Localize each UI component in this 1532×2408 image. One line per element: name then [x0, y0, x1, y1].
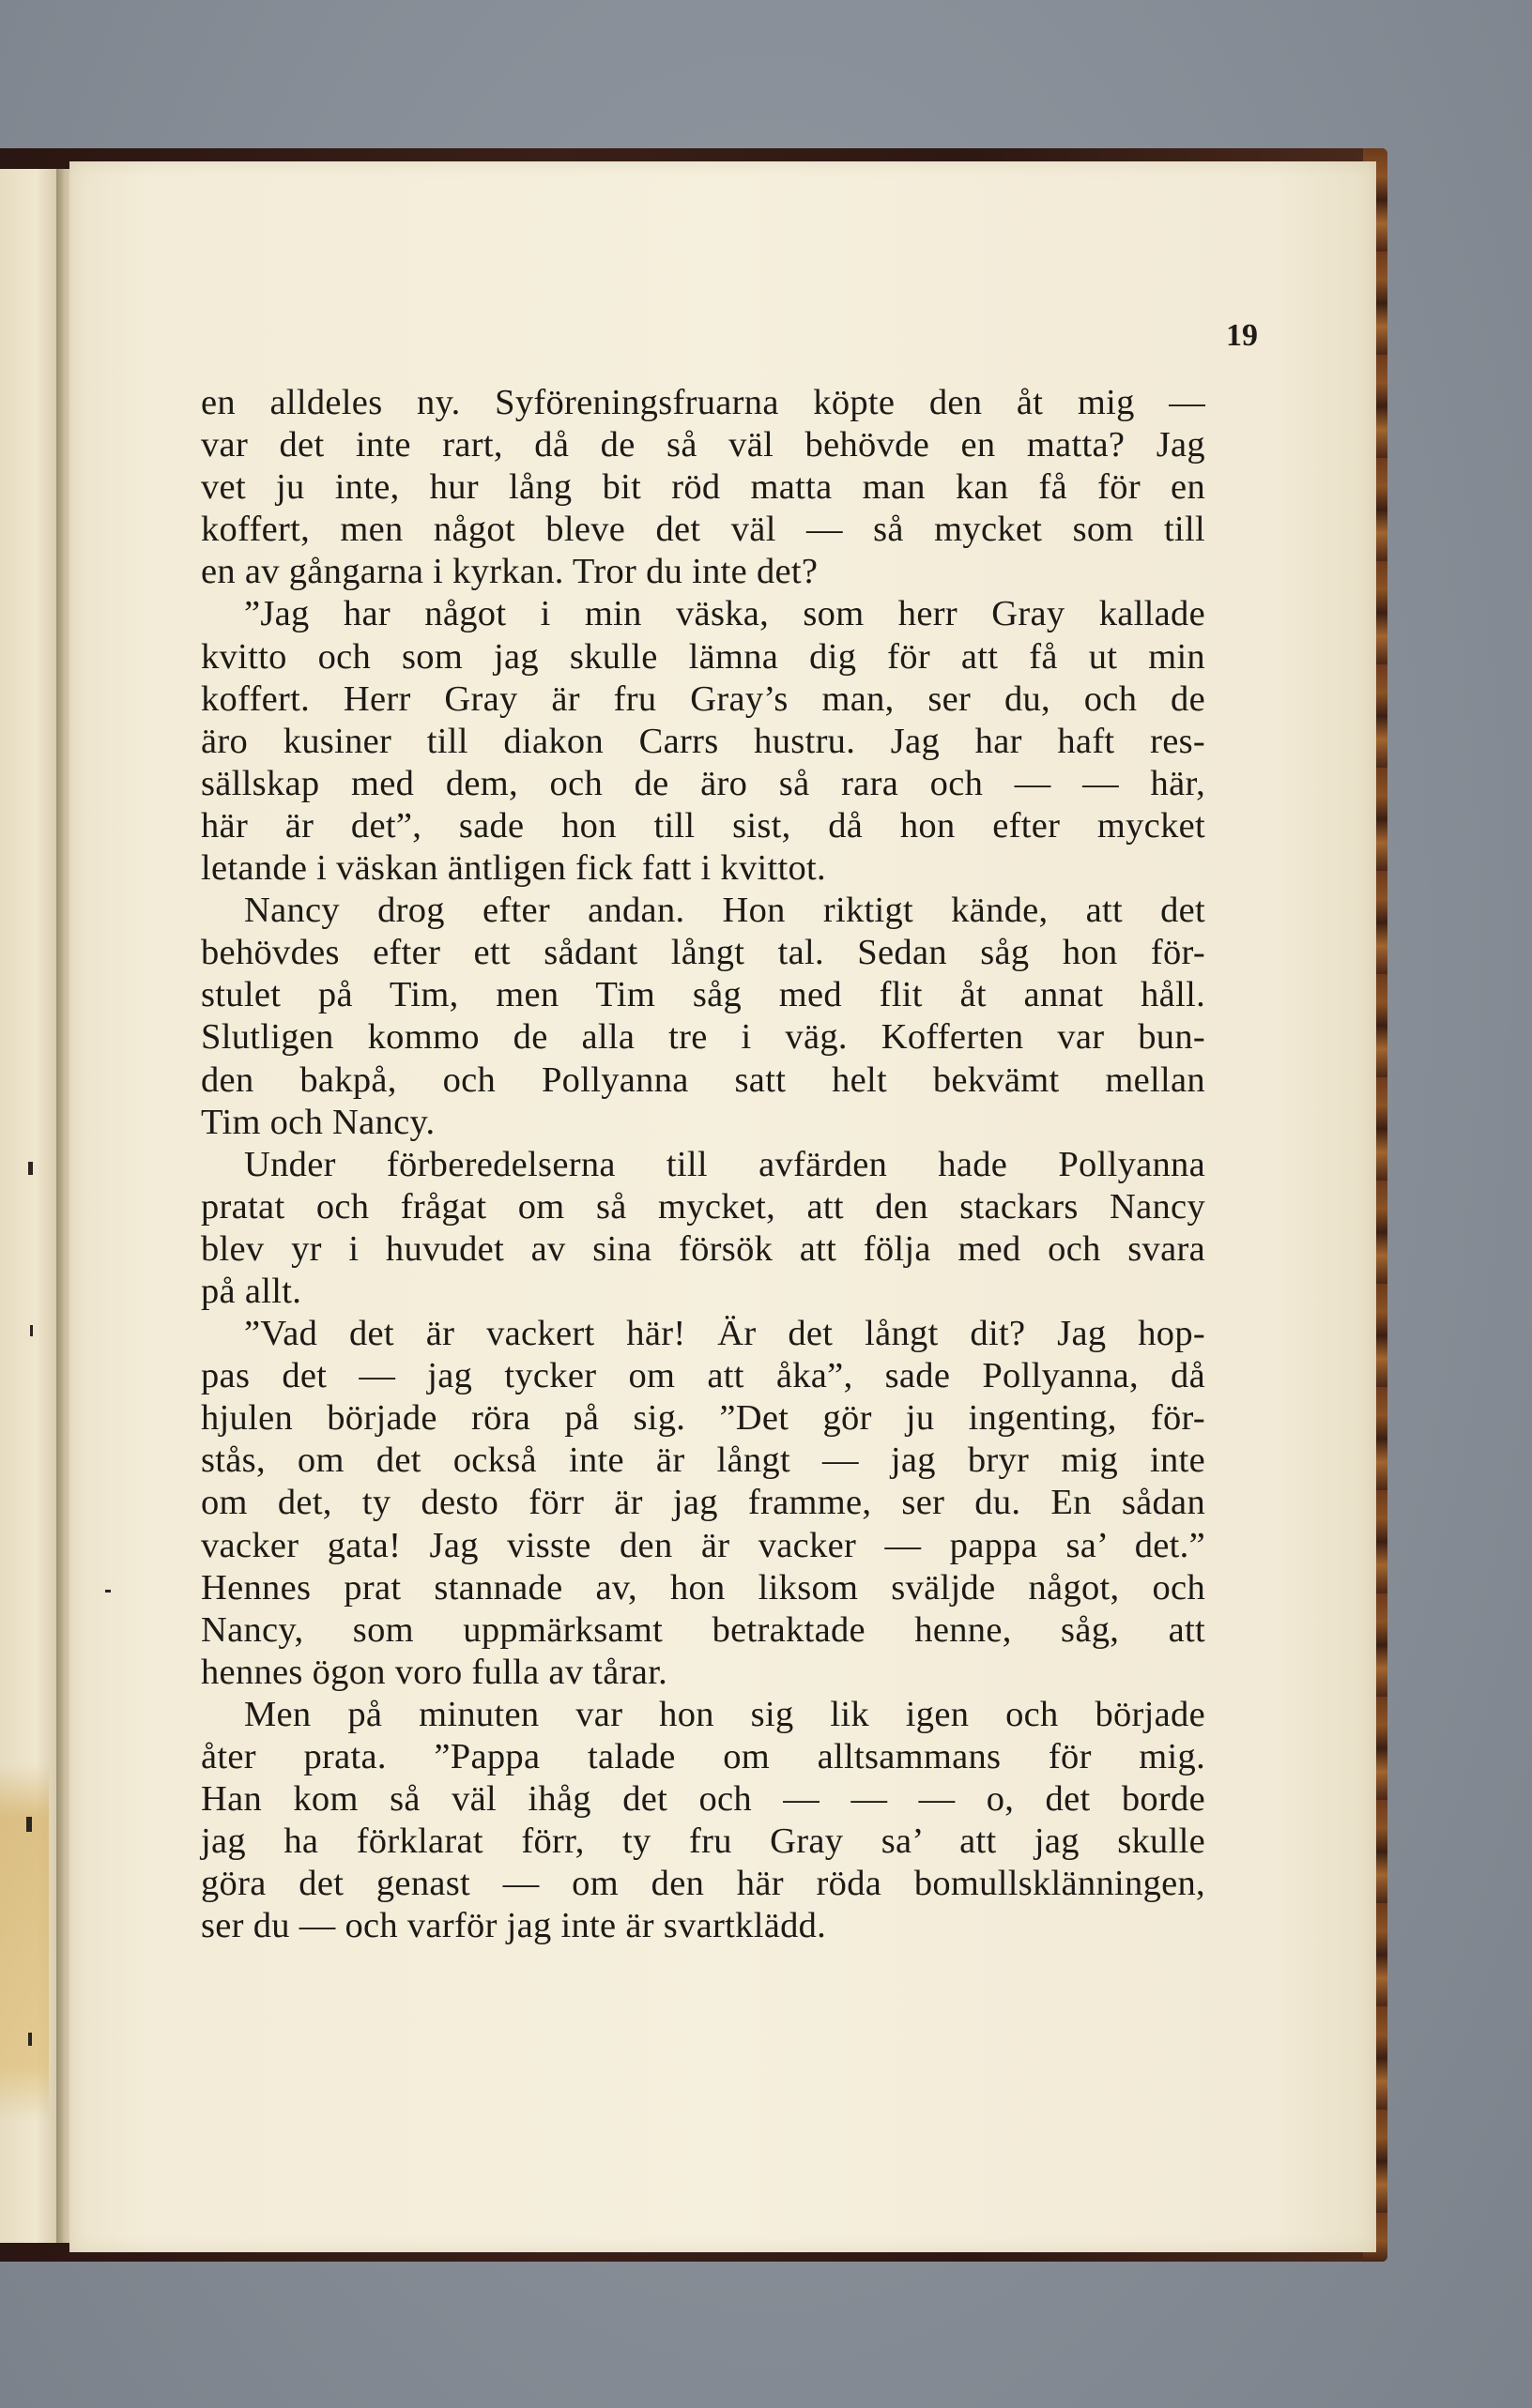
text-line: en alldeles ny. Syföreningsfruarna köpte den åt mig — — [201, 383, 1205, 422]
margin-mark — [28, 1162, 33, 1175]
text-line: var det inte rart, då de så väl behövde en matta? Jag — [201, 425, 1205, 465]
margin-mark — [26, 1817, 32, 1832]
text-line: åter prata. ”Pappa talade om alltsammans för mig. — [201, 1737, 1205, 1776]
text-line: ”Vad det är vackert här! Är det långt dit? Jag hop- — [244, 1314, 1205, 1354]
text-line: Nancy drog efter andan. Hon riktigt kände, att det — [244, 891, 1205, 931]
left-page-stain — [0, 1764, 49, 2121]
text-line: göra det genast — om den här röda bomullsklänningen, — [201, 1864, 1205, 1904]
text-line: stås, om det också inte är långt — jag bryr mig inte — [201, 1440, 1205, 1481]
text-line: Han kom så väl ihåg det och — — — o, det borde — [201, 1779, 1205, 1820]
text-line: koffert, men något bleve det väl — så mycket som till — [201, 510, 1205, 550]
text-line: stulet på Tim, men Tim såg med flit åt annat håll. — [201, 975, 1205, 1015]
text-line: Under förberedelserna till avfärden hade Pollyanna — [244, 1144, 1205, 1184]
text-line: ”Jag har något i min väska, som herr Gray kallade — [244, 594, 1205, 634]
text-line: Men på minuten var hon sig lik igen och började — [244, 1694, 1205, 1734]
text-line: här är det”, sade hon till sist, då hon efter mycket — [201, 805, 1205, 846]
text-line: äro kusiner till diakon Carrs hustru. Jag har haft res- — [201, 721, 1205, 761]
text-line: hjulen började röra på sig. ”Det gör ju ingenting, för- — [201, 1398, 1205, 1439]
text-line: vacker gata! Jag visste den är vacker — pappa sa’ det.” — [201, 1525, 1205, 1565]
text-line: på allt. — [201, 1271, 302, 1311]
text-line: behövdes efter ett sådant långt tal. Sedan såg hon för- — [201, 933, 1205, 973]
text-line: om det, ty desto förr är jag framme, ser du. En sådan — [201, 1483, 1205, 1523]
text-line: jag ha förklarat förr, ty fru Gray sa’ att jag skulle — [201, 1821, 1205, 1862]
margin-mark — [30, 1325, 33, 1336]
text-line: en av gångarna i kyrkan. Tror du inte det? — [201, 552, 819, 592]
text-line: blev yr i huvudet av sina försök att följa med och svara — [201, 1228, 1205, 1269]
text-line: letande i väskan äntligen fick fatt i kvittot. — [201, 848, 826, 889]
margin-mark — [28, 2033, 32, 2046]
page-number: 19 — [1226, 318, 1258, 353]
text-line: pas det — jag tycker om att åka”, sade Pollyanna, då — [201, 1356, 1205, 1396]
text-line: vet ju inte, hur lång bit röd matta man kan få för en — [201, 467, 1205, 508]
margin-mark — [105, 1590, 111, 1593]
text-line: ser du — och varför jag inte är svartklädd. — [201, 1906, 827, 1946]
page-text — [201, 382, 1205, 1947]
text-line: Nancy, som uppmärksamt betraktade henne, såg, att — [201, 1609, 1205, 1650]
text-line: koffert. Herr Gray är fru Gray’s man, ser du, och de — [201, 678, 1205, 719]
text-line: Tim och Nancy. — [201, 1102, 436, 1142]
text-line: den bakpå, och Pollyanna satt helt bekvämt mellan — [201, 1059, 1205, 1100]
text-line: kvitto och som jag skulle lämna dig för att få ut min — [201, 636, 1205, 677]
text-line: pratat och frågat om så mycket, att den stackars Nancy — [201, 1186, 1205, 1227]
text-line: hennes ögon voro fulla av tårar. — [201, 1652, 668, 1692]
text-line: Slutligen kommo de alla tre i väg. Kofferten var bun- — [201, 1017, 1205, 1058]
text-line: Hennes prat stannade av, hon liksom sväljde något, och — [201, 1567, 1205, 1608]
text-line: sällskap med dem, och de äro så rara och — — här, — [201, 763, 1205, 803]
